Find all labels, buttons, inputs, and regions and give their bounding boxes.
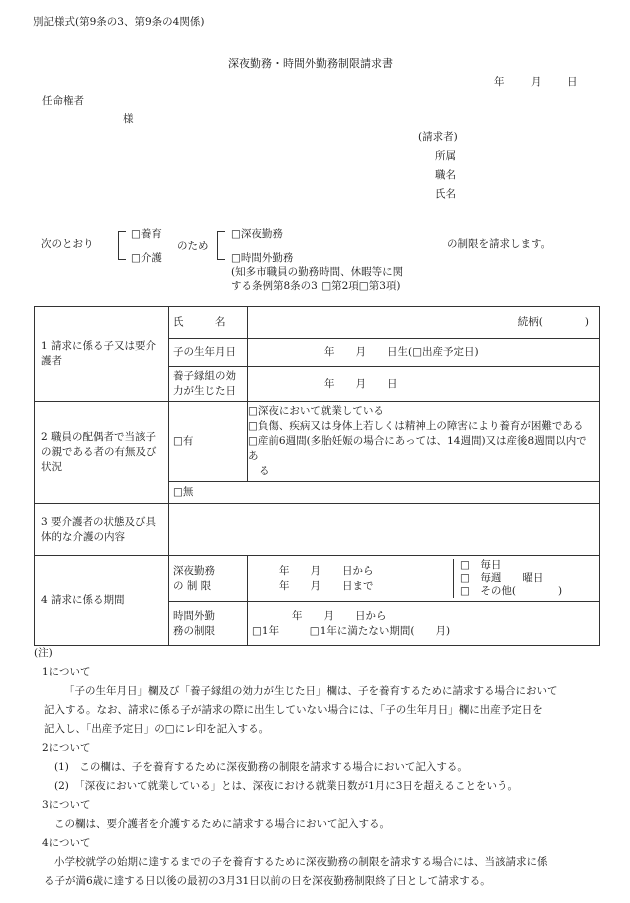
date-year: 年 bbox=[494, 76, 505, 88]
nursing-details-field[interactable] bbox=[169, 504, 600, 556]
night-to[interactable]: 年 月 日まで bbox=[279, 579, 374, 592]
bracket-left-1-bottom bbox=[118, 259, 126, 260]
notes-section bbox=[34, 644, 600, 891]
note2-title: 2について bbox=[42, 742, 91, 754]
row1-label: 1 請求に係る子又は要介護者 bbox=[35, 307, 169, 402]
status-night-work[interactable]: □深夜において就業している bbox=[248, 405, 384, 417]
request-suffix: の制限を請求します。 bbox=[447, 238, 552, 250]
date-month: 月 bbox=[531, 76, 542, 88]
overtime-limit-label: 時間外勤 務の制限 bbox=[169, 602, 248, 646]
spouse-none-option[interactable]: □無 bbox=[169, 482, 600, 504]
night-from[interactable]: 年 月 日から bbox=[279, 564, 374, 577]
relation-label[interactable]: 続柄( ) bbox=[248, 307, 600, 339]
requester-label: (請求者) bbox=[418, 131, 458, 143]
status-maternity-cont: る bbox=[259, 465, 270, 477]
date-day: 日 bbox=[567, 76, 578, 88]
adoption-date-label: 養子縁組の効 力が生じた日 bbox=[169, 367, 248, 402]
note2-item1: (1) この欄は、子を養育するために深夜勤務の制限を請求する場合において記入する。 bbox=[54, 761, 468, 773]
bracket-left-1 bbox=[118, 231, 119, 260]
note1-line1: 「子の生年月日」欄及び「養子縁組の効力が生じた日」欄は、子を養育するために請求する場合において bbox=[64, 685, 558, 697]
night-frequency bbox=[454, 559, 600, 598]
overtime-note-line1: (知多市職員の勤務時間、休暇等に関 bbox=[231, 266, 404, 278]
overtime-less-option[interactable]: □1年に満たない期間( 月) bbox=[309, 624, 451, 637]
requester-name-label: 氏名 bbox=[435, 188, 456, 200]
notes-heading: (注) bbox=[34, 647, 53, 659]
addressee: 任命権者 bbox=[42, 95, 84, 107]
freq-other[interactable]: □ その他( ) bbox=[460, 585, 563, 597]
request-table bbox=[34, 306, 600, 646]
overtime-duration bbox=[252, 624, 595, 639]
option-nursing[interactable]: □介護 bbox=[131, 252, 162, 264]
bracket-left-2-bottom bbox=[217, 259, 225, 260]
birth-date-value[interactable]: 年 月 日生(□出産予定日) bbox=[248, 339, 600, 367]
option-childcare[interactable]: □養育 bbox=[131, 228, 162, 240]
spouse-status-options bbox=[248, 402, 600, 482]
row2-label: 2 職員の配偶者で当該子の親である者の有無及び状況 bbox=[35, 402, 169, 504]
document-title: 深夜勤務・時間外勤務制限請求書 bbox=[228, 57, 393, 70]
bracket-left-2-top bbox=[217, 231, 225, 232]
note1-line2: 記入する。なお、請求に係る子が請求の際に出生していない場合には、「子の生年月日」欄に出産予定日を bbox=[44, 704, 543, 716]
birth-date-label: 子の生年月日 bbox=[169, 339, 248, 367]
note1-title: 1について bbox=[42, 666, 91, 678]
night-limit-label: 深夜勤務 の 制 限 bbox=[169, 556, 248, 602]
adoption-date-value[interactable]: 年 月 日 bbox=[248, 367, 600, 402]
row3-label: 3 要介護者の状態及び具体的な介護の内容 bbox=[35, 504, 169, 556]
bracket-left-2 bbox=[217, 231, 218, 260]
status-maternity[interactable]: □産前6週間(多胎妊娠の場合にあっては、14週間)又は産後8週間以内であ bbox=[248, 435, 587, 462]
form-label: 別記様式(第9条の3、第9条の4関係) bbox=[33, 16, 205, 28]
requester-dept-label: 所属 bbox=[435, 150, 456, 162]
addressee-honorific: 様 bbox=[123, 113, 134, 125]
overtime-1year-option[interactable]: □1年 bbox=[252, 624, 280, 637]
overtime-from[interactable]: 年 月 日から bbox=[292, 609, 387, 622]
note2-item2: (2) 「深夜において就業している」とは、深夜における就業日数が1月に3日を超えることをいう。 bbox=[54, 780, 518, 792]
status-illness[interactable]: □負傷、疾病又は身体上若しくは精神上の障害により養育が困難である bbox=[248, 420, 584, 432]
name-label: 氏 名 bbox=[169, 307, 248, 339]
freq-weekly[interactable]: □ 毎週 曜日 bbox=[460, 572, 544, 584]
row4-label: 4 請求に係る期間 bbox=[35, 556, 169, 646]
note4-line2: る子が満6歳に達する日以後の最初の3月31日以前の日を深夜勤務制限終了日として請求する。 bbox=[44, 875, 491, 887]
requester-position-label: 職名 bbox=[435, 169, 456, 181]
request-prefix: 次のとおり bbox=[41, 238, 94, 250]
note3-title: 3について bbox=[42, 799, 91, 811]
note1-line3: 記入し、「出産予定日」の□にレ印を記入する。 bbox=[44, 723, 270, 735]
option-overtime[interactable]: □時間外勤務 bbox=[231, 252, 294, 264]
night-limit-period bbox=[248, 559, 454, 598]
overtime-note-line2: する条例第8条の3 □第2項□第3項) bbox=[231, 280, 401, 292]
spouse-exists-option[interactable]: □有 bbox=[169, 402, 248, 482]
note4-title: 4について bbox=[42, 837, 91, 849]
freq-daily[interactable]: □ 毎日 bbox=[460, 559, 502, 571]
for-text: のため bbox=[177, 240, 209, 252]
option-night-work[interactable]: □深夜勤務 bbox=[231, 228, 283, 240]
night-limit-cell bbox=[248, 556, 600, 602]
bracket-left-1-top bbox=[118, 231, 126, 232]
note4-line1: 小学校就学の始期に達するまでの子を養育するために深夜勤務の制限を請求する場合には、当該請求に係 bbox=[54, 856, 548, 868]
overtime-limit-cell bbox=[248, 602, 600, 646]
note3-body: この欄は、要介護者を介護するために請求する場合において記入する。 bbox=[54, 818, 390, 830]
